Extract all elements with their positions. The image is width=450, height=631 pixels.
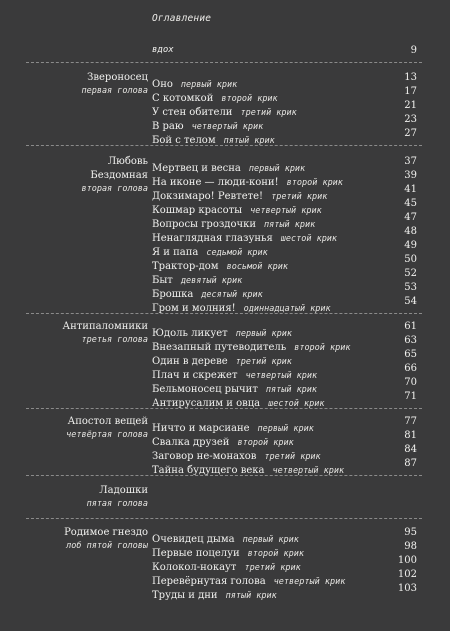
entry-title: Брошка: [152, 289, 194, 300]
entry-cry: первый крик: [248, 164, 306, 174]
page-number: 102: [397, 569, 417, 580]
toc-entry[interactable]: [0, 254, 450, 272]
section-title: Любовь: [107, 156, 148, 167]
page-number: 70: [404, 377, 417, 388]
entry-cry: восьмой крик: [226, 262, 288, 272]
entry-cry: одиннадцатый крик: [243, 304, 331, 314]
toc-entry[interactable]: [0, 240, 450, 258]
section-subtitle: лоб пятой головы: [66, 541, 148, 551]
entry-title: Ничто и марсиане: [152, 423, 250, 434]
toc-entry[interactable]: [0, 86, 450, 104]
page-number: 27: [404, 128, 417, 139]
page-number: 95: [404, 527, 417, 538]
entry-title: Быт: [152, 275, 173, 286]
page-number: 47: [404, 212, 417, 223]
divider: [26, 145, 422, 146]
entry-cry: седьмой крик: [206, 248, 268, 258]
entry-title: Антирусалим и овца: [152, 398, 261, 409]
section-title: Антипаломники: [62, 321, 148, 332]
entry-title: Оно: [152, 79, 173, 90]
entry-title: В раю: [152, 121, 184, 132]
entry-cry: шестой крик: [268, 399, 325, 409]
entry-title: Перевёрнутая голова: [152, 576, 266, 587]
entry-cry: пятый крик: [264, 220, 316, 230]
entry-title: Колокол-нокаут: [152, 562, 237, 573]
page-number: 41: [404, 184, 417, 195]
page-number: 103: [397, 583, 417, 594]
toc-entry[interactable]: [0, 527, 450, 545]
entry-cry: третий крик: [244, 563, 301, 573]
entry-cry: третий крик: [271, 192, 328, 202]
entry-title: Бой с телом: [152, 135, 216, 146]
toc-entry[interactable]: [0, 282, 450, 300]
entry-cry: четвертый крик: [250, 206, 322, 216]
toc-entry[interactable]: [0, 349, 450, 367]
page-number: 87: [404, 458, 417, 469]
toc-entry[interactable]: [0, 391, 450, 409]
entry-cry: девятый крик: [180, 276, 243, 286]
divider: [26, 408, 422, 409]
section-subtitle-row: [0, 499, 450, 513]
page-number: 66: [404, 363, 417, 374]
page-number: 37: [404, 156, 417, 167]
entry-title: Свалка друзей: [152, 437, 230, 448]
page-number: 49: [404, 240, 417, 251]
page-number: 71: [404, 391, 417, 402]
intro-title: вдох: [152, 45, 174, 55]
page-number: 84: [404, 444, 417, 455]
section-title: Звероносец: [87, 72, 148, 83]
page-number: 61: [404, 321, 417, 332]
entry-title: Мертвец и весна: [152, 163, 241, 174]
entry-title: С котомкой: [152, 93, 214, 104]
entry-title: Заговор не-монахов: [152, 451, 257, 462]
entry-cry: второй крик: [286, 178, 343, 188]
page-number: 17: [404, 86, 417, 97]
divider: [26, 518, 422, 519]
entry-cry: четвертый крик: [245, 371, 318, 381]
toc-entry[interactable]: [0, 128, 450, 146]
entry-cry: первый крик: [242, 535, 299, 545]
toc-entry[interactable]: [0, 541, 450, 559]
section-subtitle: четвёртая голова: [66, 430, 148, 440]
divider: [26, 475, 422, 476]
entry-cry: третий крик: [240, 108, 297, 118]
entry-title: Труды и дни: [152, 590, 218, 601]
page-number: 48: [404, 226, 417, 237]
toc-entry[interactable]: [0, 114, 450, 132]
section-title: Ладошки: [99, 485, 148, 496]
toc-entry[interactable]: [0, 321, 450, 339]
page-number: 98: [404, 541, 417, 552]
intro-row: [0, 45, 450, 59]
section-title: Родимое гнездо: [64, 527, 148, 538]
entry-cry: второй крик: [247, 549, 304, 559]
page-number: 81: [404, 430, 417, 441]
entry-cry: десятый крик: [201, 290, 263, 300]
page-number: 23: [404, 114, 417, 125]
entry-cry: второй крик: [237, 438, 294, 448]
toc-entry[interactable]: [0, 226, 450, 244]
toc-entry[interactable]: [0, 100, 450, 118]
page-number: 77: [404, 416, 417, 427]
entry-cry: пятый крик: [225, 591, 277, 601]
entry-title: Докзимаро! Ревтете!: [152, 191, 264, 202]
page-number: 9: [410, 45, 417, 56]
page-number: 63: [404, 335, 417, 346]
toc-entry[interactable]: [0, 335, 450, 353]
entry-title: Вопросы гроздочки: [152, 219, 257, 230]
section-title-line2: Бездомная: [90, 170, 148, 181]
toc-entry[interactable]: [0, 198, 450, 216]
toc-entry[interactable]: [0, 156, 450, 174]
entry-title: Очевидец дыма: [152, 534, 235, 545]
entry-cry: первый крик: [180, 80, 238, 90]
entry-cry: первый крик: [257, 424, 314, 434]
entry-title: Кошмар красоты: [152, 205, 243, 216]
entry-cry: четвертый крик: [273, 577, 346, 587]
entry-title: Юдоль ликует: [152, 328, 228, 339]
entry-title: Гром и молния!: [152, 303, 236, 314]
entry-title: Я и папа: [152, 247, 199, 258]
section-subtitle: пятая голова: [86, 499, 148, 509]
entry-title: Один в дереве: [152, 356, 228, 367]
page-number: 50: [404, 254, 417, 265]
section-subtitle: третья голова: [81, 335, 148, 345]
toc-entry[interactable]: [0, 444, 450, 462]
page-number: 21: [404, 100, 417, 111]
entry-title: Тайна будущего века: [152, 465, 265, 476]
section-subtitle: вторая голова: [81, 184, 148, 194]
toc-entry[interactable]: [0, 377, 450, 395]
page-number: 65: [404, 349, 417, 360]
entry-cry: пятый крик: [265, 385, 318, 395]
section-subtitle: первая голова: [81, 86, 148, 96]
toc-entry[interactable]: [0, 555, 450, 573]
entry-title: Плач и скрежет: [152, 370, 238, 381]
entry-title: На иконе — люди-кони!: [152, 177, 279, 188]
entry-title: Первые поцелуи: [152, 548, 240, 559]
section-title: Апостол вещей: [67, 416, 148, 427]
toc-entry[interactable]: [0, 72, 450, 90]
entry-cry: первый крик: [235, 329, 292, 339]
page-number: 100: [397, 555, 417, 566]
entry-cry: четвертый крик: [272, 466, 345, 476]
entry-cry: четвертый крик: [191, 122, 264, 132]
entry-title: У стен обители: [152, 107, 233, 118]
page-number: 39: [404, 170, 417, 181]
entry-cry: шестой крик: [280, 234, 338, 244]
toc-entry[interactable]: [0, 458, 450, 476]
divider: [26, 313, 422, 314]
page-number: 13: [404, 72, 417, 83]
toc-entry[interactable]: [0, 296, 450, 314]
page-number: 53: [404, 282, 417, 293]
section-title-row: [0, 485, 450, 499]
toc-entry[interactable]: [0, 569, 450, 587]
toc-entry[interactable]: [0, 416, 450, 434]
toc-entry[interactable]: [0, 363, 450, 381]
entry-cry: второй крик: [221, 94, 278, 104]
toc-entry[interactable]: [0, 184, 450, 202]
page-number: 52: [404, 268, 417, 279]
divider: [26, 62, 422, 63]
toc-entry[interactable]: [0, 583, 450, 601]
entry-cry: третий крик: [235, 357, 292, 367]
entry-title: Ненаглядная глазунья: [152, 233, 273, 244]
entry-title: Трактор-дом: [152, 261, 219, 272]
page-number: 54: [404, 296, 417, 307]
toc-entry[interactable]: [0, 430, 450, 448]
entry-cry: третий крик: [264, 452, 321, 462]
toc-entry[interactable]: [0, 268, 450, 286]
page-heading: Оглавление: [152, 13, 212, 24]
entry-title: Внезапный путеводитель: [152, 342, 287, 353]
entry-cry: второй крик: [294, 343, 351, 353]
toc-entry[interactable]: [0, 212, 450, 230]
entry-cry: пятый крик: [223, 136, 275, 146]
page-number: 45: [404, 198, 417, 209]
toc-entry[interactable]: [0, 170, 450, 188]
entry-title: Бельмоносец рычит: [152, 384, 258, 395]
